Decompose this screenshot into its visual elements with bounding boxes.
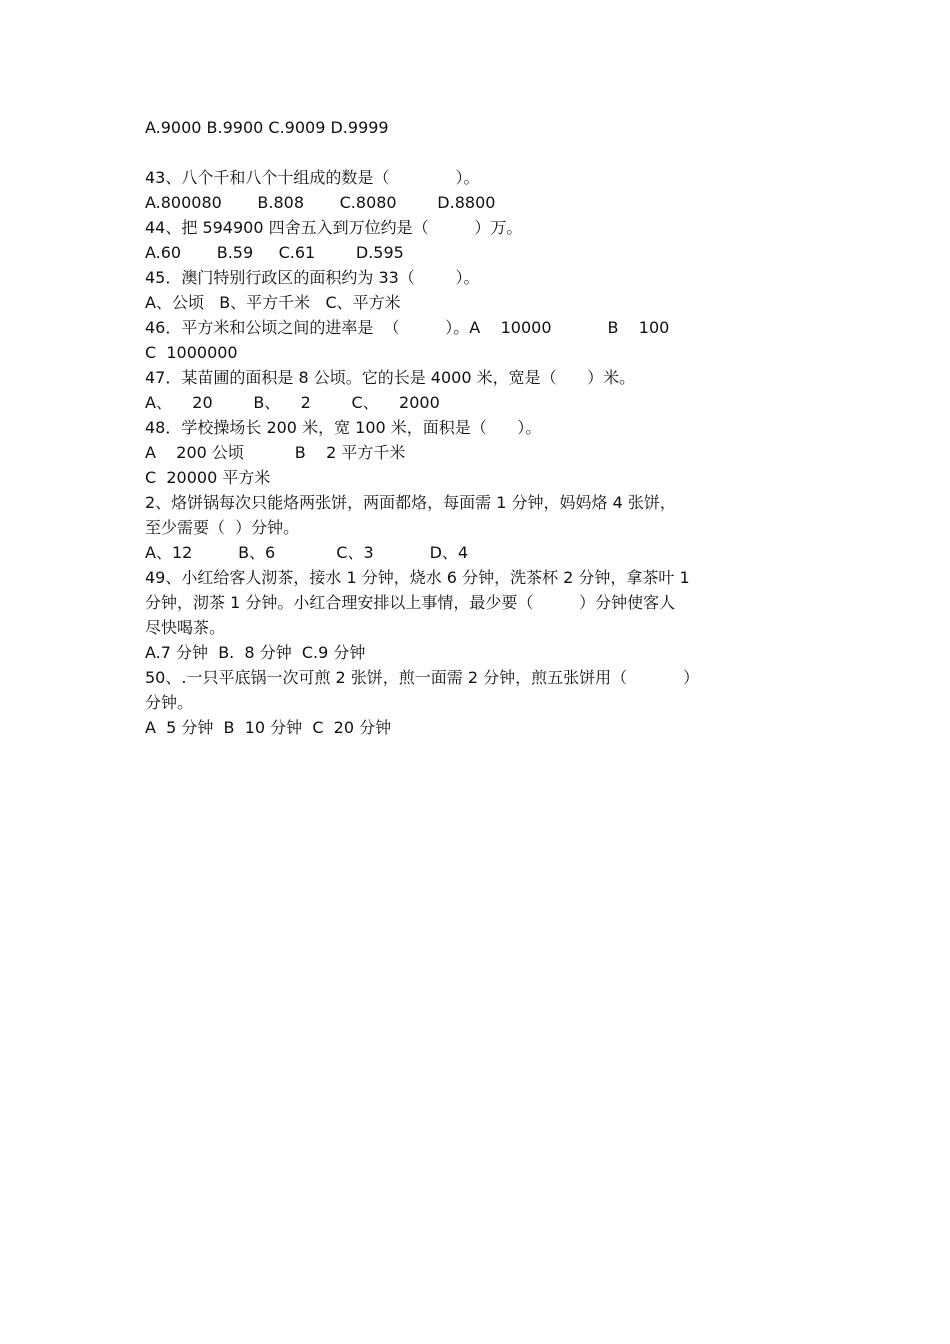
document-page (145, 115, 825, 740)
q50-options: A 5 分钟 B 10 分钟 C 20 分钟 (145, 718, 392, 737)
q42-options: A.9000 B.9900 C.9009 D.9999 (145, 118, 389, 137)
q43-options: A.800080 B.808 C.8080 D.8800 (145, 193, 496, 212)
q43-question: 43、八个千和八个十组成的数是（ ）。 (145, 168, 480, 187)
blank-line (145, 140, 825, 165)
q46-options: C 1000000 (145, 343, 238, 362)
q46-question: 46．平方米和公顷之间的进率是 （ ）。A 10000 B 100 (145, 318, 670, 337)
q49-question-line3: 尽快喝茶。 (145, 618, 226, 637)
q50-question-line2: 分钟。 (145, 693, 194, 712)
q2-question-line1: 2、烙饼锅每次只能烙两张饼，两面都烙，每面需 1 分钟，妈妈烙 4 张饼， (145, 493, 676, 512)
q49-question-line2: 分钟，沏茶 1 分钟。小红合理安排以上事情，最少要（ ）分钟使客人 (145, 593, 676, 612)
q45-options: A、公顷 B、平方千米 C、平方米 (145, 293, 401, 312)
q47-question: 47．某苗圃的面积是 8 公顷。它的长是 4000 米，宽是（ ）米。 (145, 368, 636, 387)
q2-options: A、12 B、6 C、3 D、4 (145, 543, 469, 562)
q50-question-line1: 50、.一只平底锅一次可煎 2 张饼，煎一面需 2 分钟，煎五张饼用（ ） (145, 668, 700, 687)
q44-options: A.60 B.59 C.61 D.595 (145, 243, 404, 262)
q48-question: 48．学校操场长 200 米，宽 100 米，面积是（ ）。 (145, 418, 542, 437)
q49-options: A.7 分钟 B. 8 分钟 C.9 分钟 (145, 643, 366, 662)
q48-options-ab: A 200 公顷 B 2 平方千米 (145, 443, 406, 462)
q49-question-line1: 49、小红给客人沏茶，接水 1 分钟，烧水 6 分钟，洗茶杯 2 分钟，拿茶叶 1 (145, 568, 690, 587)
q45-question: 45．澳门特别行政区的面积约为 33（ ）。 (145, 268, 480, 287)
q44-question: 44、把 594900 四舍五入到万位约是（ ）万。 (145, 218, 523, 237)
q48-options-c: C 20000 平方米 (145, 468, 271, 487)
q47-options: A、 20 B、 2 C、 2000 (145, 393, 440, 412)
q2-question-line2: 至少需要（ ）分钟。 (145, 518, 300, 537)
